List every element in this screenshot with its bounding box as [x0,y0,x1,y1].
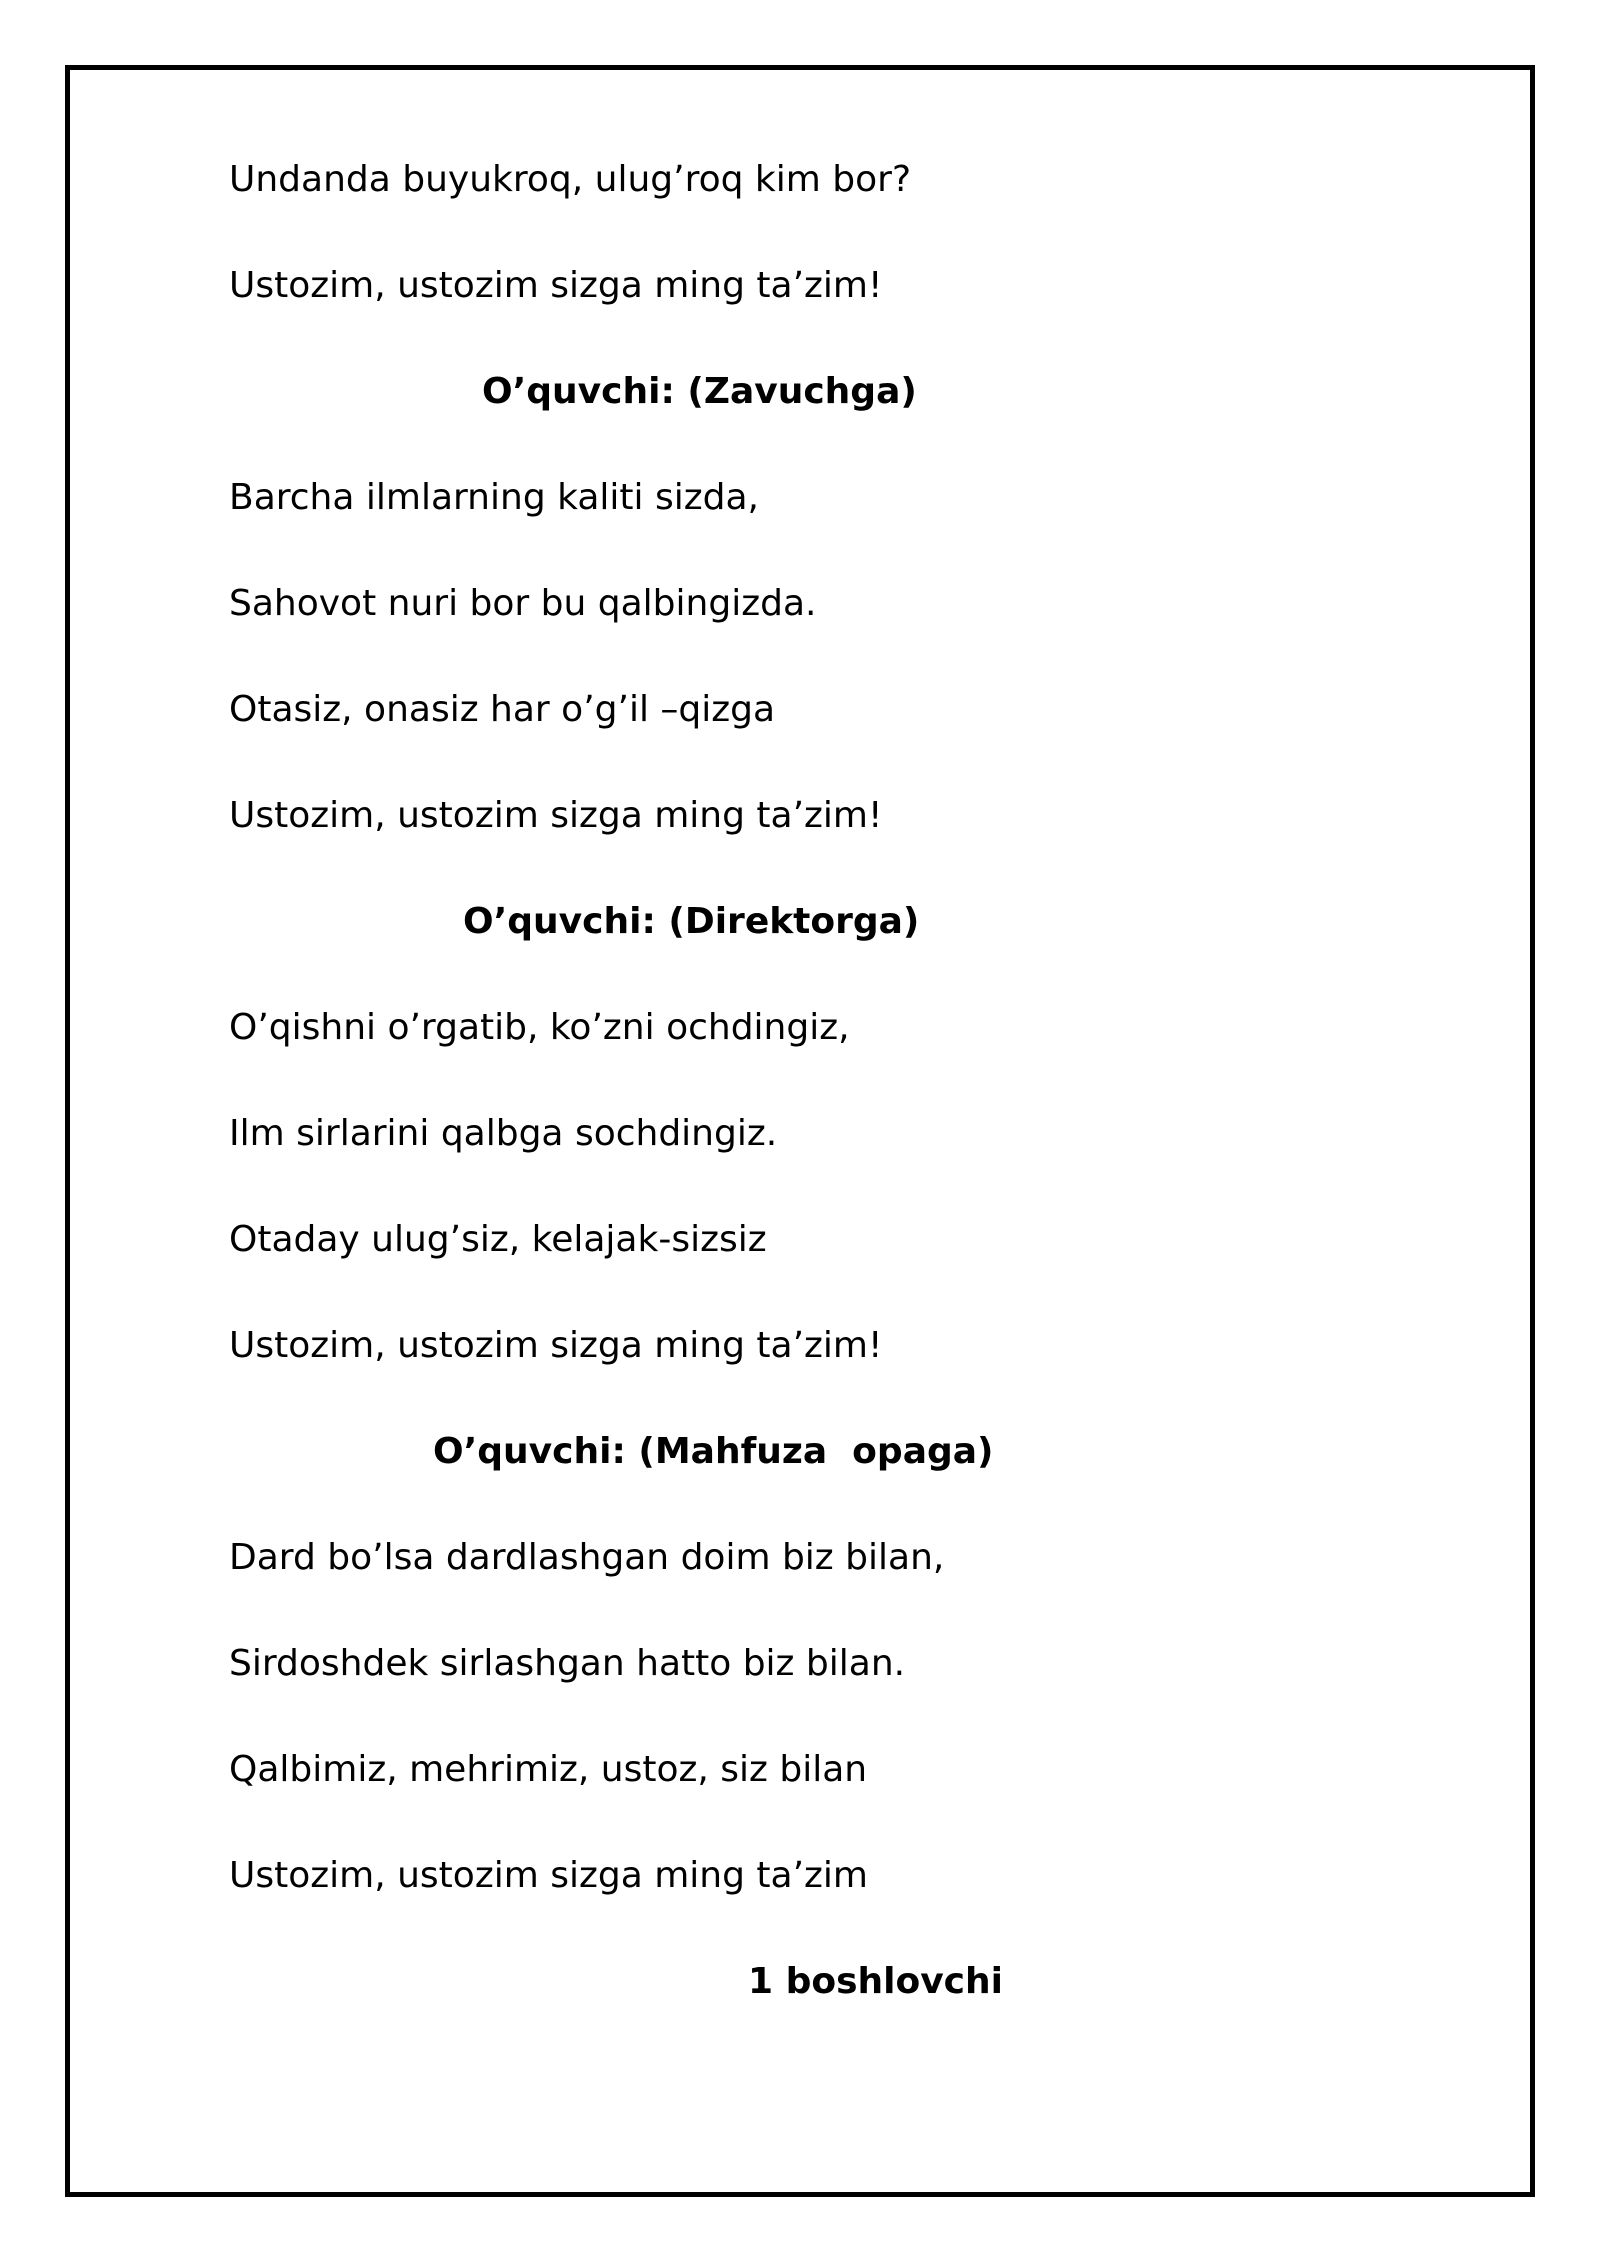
speaker-heading-boshlovchi: 1 boshlovchi [748,1961,1003,2002]
stanza-3-line-2: Ilm sirlarini qalbga sochdingiz. [229,1113,778,1154]
stanza-1-line-2: Ustozim, ustozim sizga ming ta’zim! [229,265,883,306]
stanza-4-line-1: Dard bo’lsa dardlashgan doim biz bilan, [229,1537,945,1578]
speaker-heading-direktorga: O’quvchi: (Direktorga) [463,901,920,942]
stanza-3-line-1: O’qishni o’rgatib, ko’zni ochdingiz, [229,1007,850,1048]
speaker-heading-mahfuza-opaga: O’quvchi: (Mahfuza opaga) [433,1431,994,1472]
stanza-1-line-1: Undanda buyukroq, ulug’roq kim bor? [229,159,912,200]
stanza-2-line-4: Ustozim, ustozim sizga ming ta’zim! [229,795,883,836]
stanza-2-line-1: Barcha ilmlarning kaliti sizda, [229,477,759,518]
stanza-2-line-2: Sahovot nuri bor bu qalbingizda. [229,583,817,624]
speaker-heading-zavuchga: O’quvchi: (Zavuchga) [482,371,917,412]
stanza-2-line-3: Otasiz, onasiz har o’g’il –qizga [229,689,776,730]
stanza-3-line-4: Ustozim, ustozim sizga ming ta’zim! [229,1325,883,1366]
stanza-3-line-3: Otaday ulug’siz, kelajak-sizsiz [229,1219,767,1260]
stanza-4-line-4: Ustozim, ustozim sizga ming ta’zim [229,1855,868,1896]
stanza-4-line-3: Qalbimiz, mehrimiz, ustoz, siz bilan [229,1749,868,1790]
stanza-4-line-2: Sirdoshdek sirlashgan hatto biz bilan. [229,1643,906,1684]
